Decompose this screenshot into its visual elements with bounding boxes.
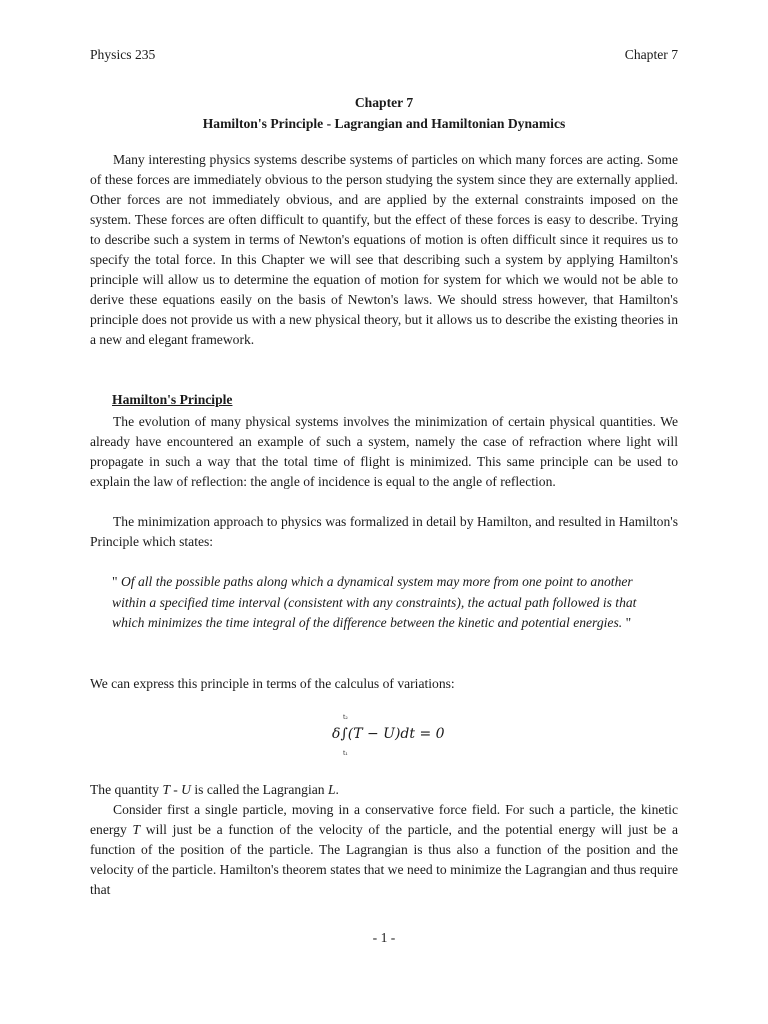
delta-symbol: δ [332, 726, 341, 742]
section-paragraph-2: The minimization approach to physics was formalized in detail by Hamilton, and resulted in Hamilton's Principle which states: [90, 514, 678, 549]
equation-main [332, 726, 445, 742]
integral-sign: ∫ [340, 726, 348, 742]
chapter-title: Chapter 7 [354, 95, 414, 110]
lagrangian-middle: is called the Lagrangian [190, 782, 328, 797]
upper-limit: t₂ [343, 714, 348, 721]
header-chapter: Chapter 7 [624, 47, 678, 62]
lagrangian-symbol: L [327, 782, 336, 797]
quote-open-mark: " [112, 574, 118, 589]
lagrangian-expr: T - U [162, 782, 191, 797]
calculus-intro: We can express this principle in terms of the calculus of variations: [90, 676, 455, 691]
final-part-2: will just be a function of the velocity of the particle, and the potential energy will just be a function of the position of the particle. The Lagrangian is thus also a function of the position and the velocity of the particle. Hamilton's theorem states that we need to minimize the Lagrangian and thus require that [90, 822, 678, 897]
final-paragraph [90, 800, 678, 900]
quote-text: Of all the possible paths along which a dynamical system may more from one point to another within a specified time interval (consistent with any constraints), the actual path followed is that which minimizes the time integral of the difference between the kinetic and potential energies. [112, 574, 637, 630]
kinetic-symbol: T [132, 822, 141, 837]
page-number: - 1 - [372, 930, 396, 945]
final-part-1: Consider first a single particle, moving in a conservative force field. For such a particle, the kinetic energy [90, 802, 678, 837]
lower-limit: t₁ [343, 750, 348, 757]
lagrangian-prefix: The quantity [90, 782, 163, 797]
quote-close-mark: " [625, 615, 632, 630]
chapter-subtitle: Hamilton's Principle - Lagrangian and Hamiltonian Dynamics [202, 116, 566, 131]
lagrangian-definition [90, 780, 678, 800]
intro-paragraph: Many interesting physics systems describe systems of particles on which many forces are acting. Some of these forces are immediately obvious to the person studying the system since they are externally applied. Other forces are not immediately obvious, and are applied by the external constraints imposed on the system. These forces are often difficult to quantify, but the effect of these forces is easy to describe. Trying to describe such a system in terms of Newton's equations of motion is often difficult since it requires us to specify the total force. In this Chapter we will see that describing such a system by applying Hamilton's principle will allow us to determine the equation of motion for system for which we would not be able to derive these equations easily on the basis of Newton's laws. We should stress however, that Hamilton's principle does not provide us with a new physical theory, but it allows us to describe the existing theories in a new and elegant framework. [90, 152, 678, 347]
hamilton-quote [112, 572, 660, 634]
integrand: (T − U)dt = 0 [347, 726, 445, 742]
lagrangian-suffix: . [335, 782, 339, 797]
section-heading: Hamilton's Principle [112, 392, 233, 407]
variational-equation [332, 714, 452, 758]
section-paragraph-1: The evolution of many physical systems involves the minimization of certain physical quantities. We already have encountered an example of such a system, namely the case of refraction where light will propagate in such a way that the total time of flight is minimized. This same principle can be used to explain the law of reflection: the angle of incidence is equal to the angle of reflection. [90, 414, 678, 489]
header-course: Physics 235 [90, 47, 156, 62]
title-block [90, 92, 678, 134]
